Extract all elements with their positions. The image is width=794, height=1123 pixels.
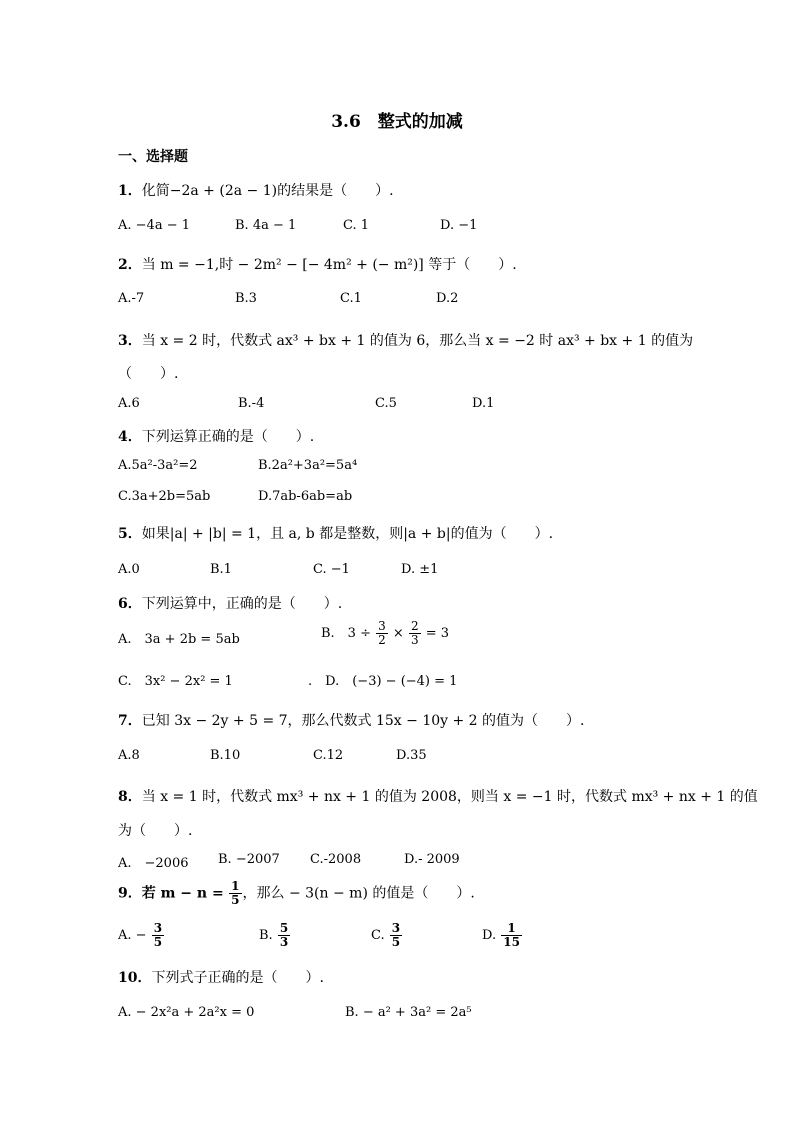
- question-number: 5．: [118, 526, 142, 542]
- denominator: 3: [279, 935, 289, 949]
- denominator: 5: [391, 935, 401, 949]
- section-heading: 一、选择题: [118, 149, 188, 165]
- option-d: D. −1: [440, 218, 478, 233]
- option-b: B. − a² + 3a² = 2a⁵: [345, 1005, 472, 1020]
- option-a: A. −2006: [118, 856, 189, 871]
- question-text-b: ，那么 − 3(n − m) 的值是（ ）.: [242, 885, 475, 902]
- question-number: 10．: [118, 970, 152, 986]
- question-6: [118, 593, 342, 613]
- option-a: A.-7: [118, 291, 145, 306]
- question-3: [118, 330, 693, 350]
- option-label: C.: [371, 928, 385, 943]
- question-2: [118, 254, 517, 274]
- option-label: D.: [482, 928, 497, 943]
- option-a: A.5a²-3a²=2: [118, 458, 198, 473]
- numerator: 1: [501, 922, 522, 936]
- question-number: 6．: [118, 596, 142, 612]
- option-c: C.12: [313, 748, 344, 763]
- question-text: 下列运算中，正确的是（ ）.: [141, 596, 343, 612]
- question-4: [118, 426, 314, 446]
- option-b: B. −2007: [218, 852, 280, 867]
- option-b: [321, 620, 449, 647]
- option-a: [118, 922, 165, 949]
- option-d: D.1: [472, 396, 495, 411]
- fraction: [409, 620, 421, 647]
- question-5: [118, 523, 553, 543]
- option-d: [482, 922, 523, 949]
- question-1: [118, 180, 394, 200]
- option-b-prefix: B. 3 ÷: [321, 626, 371, 641]
- denominator: 5: [231, 893, 240, 907]
- option-c: C. 1: [343, 218, 370, 233]
- denominator: 3: [410, 633, 419, 647]
- question-text: 下列运算正确的是（ ）.: [141, 429, 315, 445]
- option-c: C.5: [375, 396, 397, 411]
- option-d: D. ±1: [401, 562, 439, 577]
- numerator: 3: [153, 921, 163, 935]
- option-c: [371, 922, 403, 949]
- option-a: A. −4a − 1: [118, 218, 190, 233]
- numerator: 2: [410, 619, 419, 633]
- question-8-continued: 为（ ）.: [118, 823, 193, 839]
- question-number: 2．: [118, 257, 142, 273]
- fraction: [376, 620, 388, 647]
- question-text: 下列式子正确的是（ ）.: [151, 970, 324, 986]
- option-d: D.2: [436, 291, 459, 306]
- option-label: A. −: [118, 928, 147, 943]
- page-title: 3.6 整式的加减: [331, 112, 463, 132]
- option-c: C. −1: [313, 562, 350, 577]
- option-d: . D. (−3) − (−4) = 1: [308, 674, 458, 689]
- fraction: [390, 922, 402, 949]
- question-number: 9．: [118, 885, 142, 902]
- denominator: 15: [503, 935, 520, 949]
- option-b: B. 4a − 1: [235, 218, 297, 233]
- option-b-suffix: = 3: [425, 626, 450, 641]
- question-number: 7．: [118, 713, 142, 729]
- question-text: 已知 3x − 2y + 5 = 7，那么代数式 15x − 10y + 2 的值为（ ）.: [141, 713, 585, 729]
- option-a: A. − 2x²a + 2a²x = 0: [118, 1005, 255, 1020]
- numerator: 3: [391, 921, 401, 935]
- option-c: C. 3x² − 2x² = 1: [118, 674, 233, 689]
- option-b: B.2a²+3a²=5a⁴: [258, 458, 358, 473]
- denominator: 2: [378, 633, 386, 647]
- option-b: B.3: [235, 291, 257, 306]
- question-text: 化简−2a + (2a − 1)的结果是（ ）.: [141, 183, 394, 199]
- option-c: C.3a+2b=5ab: [118, 489, 211, 504]
- question-8: [118, 786, 758, 806]
- times-sign: ×: [392, 626, 404, 641]
- option-b: [259, 922, 291, 949]
- option-d: D.35: [396, 748, 427, 763]
- fraction: [501, 922, 522, 949]
- question-text: 当 x = 1 时，代数式 mx³ + nx + 1 的值为 2008，则当 x = −1 时，代数式 mx³ + nx + 1 的值: [141, 789, 758, 805]
- denominator: 5: [153, 935, 163, 949]
- question-text: 如果|a| + |b| = 1，且 a, b 都是整数，则|a + b|的值为（ ）.: [141, 526, 554, 542]
- option-c: C.1: [340, 291, 362, 306]
- option-a: A.0: [118, 562, 140, 577]
- fraction: [152, 922, 164, 949]
- option-a: A.8: [118, 748, 140, 763]
- question-text-a: 若 m − n =: [141, 885, 224, 902]
- option-a: A. 3a + 2b = 5ab: [118, 632, 240, 647]
- question-number: 4．: [118, 429, 142, 445]
- question-3-continued: （ ）.: [118, 366, 179, 382]
- question-text: 当 x = 2 时，代数式 ax³ + bx + 1 的值为 6，那么当 x = −2 时 ax³ + bx + 1 的值为: [141, 333, 694, 349]
- option-a: A.6: [118, 396, 140, 411]
- question-number: 3．: [118, 333, 142, 349]
- question-7: [118, 710, 584, 730]
- fraction: [229, 880, 241, 907]
- option-b: B.1: [210, 562, 232, 577]
- option-b: B.10: [210, 748, 241, 763]
- numerator: 5: [279, 921, 289, 935]
- question-text: 当 m = −1,时 − 2m² − [− 4m² + (− m²)] 等于（ ）.: [141, 257, 517, 273]
- option-c: C.-2008: [310, 852, 362, 867]
- question-number: 1．: [118, 183, 142, 199]
- option-d: D.7ab-6ab=ab: [258, 489, 353, 504]
- question-10: [118, 967, 324, 987]
- option-label: B.: [259, 928, 273, 943]
- option-b: B.-4: [238, 396, 265, 411]
- fraction: [278, 922, 290, 949]
- numerator: 3: [378, 619, 386, 633]
- question-number: 8．: [118, 789, 142, 805]
- numerator: 1: [231, 879, 240, 893]
- option-d: D.- 2009: [404, 852, 460, 867]
- question-9: [118, 880, 475, 907]
